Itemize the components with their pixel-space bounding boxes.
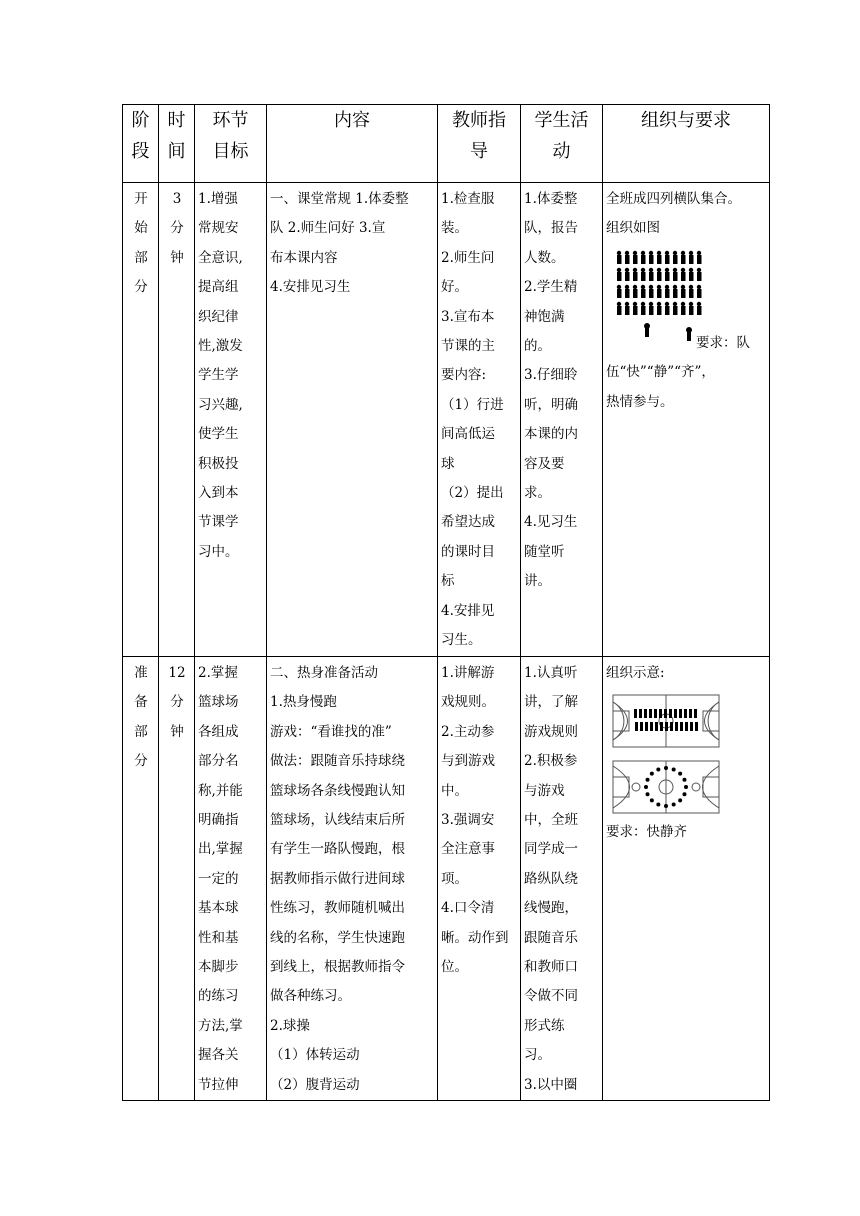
basketball-court-line-formation-icon <box>612 694 720 748</box>
student-text-line: 和教师口 <box>524 959 578 976</box>
four-rank-formation-icon <box>614 248 704 318</box>
stage-text-line: 部 <box>134 249 148 266</box>
student-figure-icon <box>675 722 678 731</box>
student-text-line: 3.仔细聆 <box>524 367 578 384</box>
student-text-line: 神饱满 <box>524 308 565 325</box>
teacher-icon <box>642 323 652 337</box>
content-text-line: 4.安排见习生 <box>270 279 351 296</box>
student-text-line: 讲。 <box>524 573 551 590</box>
stage-cell <box>123 657 159 1101</box>
goal-text-line: 提高组 <box>198 279 239 296</box>
student-figure-icon <box>641 272 646 281</box>
stage-cell <box>123 183 159 657</box>
goal-text-line: 织纪律 <box>198 308 239 325</box>
goal-text-line: 握各关 <box>198 1047 239 1064</box>
header-stage: 阶 段 <box>123 105 159 183</box>
student-figure-icon <box>649 285 653 289</box>
student-figure-icon <box>665 289 670 298</box>
teacher-text-line: 2.主动参 <box>441 723 495 740</box>
student-figure-icon <box>633 302 637 306</box>
teacher-text-line: 项。 <box>441 870 468 887</box>
goal-text-line: 1.增强 <box>198 191 238 207</box>
organization-cell <box>603 657 770 1101</box>
teacher-text-line: 习生。 <box>441 632 482 649</box>
teacher-text-line: （2）提出 <box>441 485 504 502</box>
student-figure-icon <box>657 289 662 298</box>
student-figure-icon <box>665 251 669 255</box>
stage-text-line: 部 <box>134 723 148 740</box>
student-figure-icon <box>665 268 669 272</box>
student-text-line: 1.体委整 <box>524 191 578 207</box>
student-figure-icon <box>673 268 677 272</box>
student-dot-icon <box>650 772 654 776</box>
teacher-text-line: 晰。动作到 <box>441 929 509 946</box>
goal-text-line: 学生学 <box>198 367 239 384</box>
student-figure-icon <box>644 709 647 718</box>
student-figure-icon <box>657 255 662 264</box>
student-figure-icon <box>679 709 682 718</box>
student-text-line: 中，全班 <box>524 812 578 829</box>
student-figure-icon <box>657 268 661 272</box>
student-figure-icon <box>665 306 670 315</box>
teacher-text-line: 3.强调安 <box>441 812 495 829</box>
teacher-text-line: 节课的主 <box>441 338 495 355</box>
student-figure-icon <box>694 709 697 718</box>
teacher-text-line: 标 <box>441 573 455 590</box>
student-text-line: 令做不同 <box>524 988 578 1005</box>
student-cell <box>521 183 603 657</box>
student-dot-icon <box>678 772 682 776</box>
content-text-line: 线的名称，学生快速跑 <box>270 929 405 946</box>
student-figure-icon <box>680 722 683 731</box>
goal-text-line: 一定的 <box>198 870 239 887</box>
student-figure-icon <box>681 251 685 255</box>
formation-diagram <box>614 248 767 329</box>
content-cell <box>267 657 438 1101</box>
student-dot-icon <box>672 768 676 772</box>
student-figure-icon <box>625 268 629 272</box>
student-text-line: 4.见习生 <box>524 514 578 531</box>
time-text-line: 3 <box>172 191 182 207</box>
content-text-line: 据教师指示做行进间球 <box>270 870 405 887</box>
goal-text-line: 习中。 <box>198 543 239 560</box>
student-figure-icon <box>617 302 621 306</box>
content-text-line: 布本课内容 <box>270 249 338 266</box>
student-figure-icon <box>649 289 654 298</box>
goal-text-line: 性,激发 <box>198 338 243 355</box>
student-figure-icon <box>665 272 670 281</box>
time-cell <box>159 657 195 1101</box>
student-text-line: 讲，了解 <box>524 694 578 711</box>
student-figure-icon <box>673 302 677 306</box>
student-figure-icon <box>673 255 678 264</box>
content-text-line: 游戏：“看谁找的准” <box>270 723 392 740</box>
student-figure-icon <box>617 251 621 255</box>
student-text-line: 线慢跑， <box>524 900 578 917</box>
student-figure-icon <box>625 255 630 264</box>
student-dot-icon <box>684 785 688 789</box>
student-figure-icon <box>697 302 701 306</box>
header-goal: 环节 目标 <box>195 105 267 183</box>
student-figure-icon <box>697 289 702 298</box>
teacher-text-line: 4.安排见 <box>441 602 495 619</box>
header-organization: 组织与要求 <box>603 105 770 183</box>
student-figure-icon <box>641 285 645 289</box>
student-figure-icon <box>657 306 662 315</box>
student-figure-icon <box>660 722 663 731</box>
student-figure-icon <box>665 255 670 264</box>
teacher-text-line: 与到游戏 <box>441 753 495 770</box>
goal-text-line: 篮球场 <box>198 694 239 711</box>
student-dot-icon <box>682 793 686 797</box>
student-dot-icon <box>646 778 650 782</box>
student-figure-icon <box>689 709 692 718</box>
student-text-line: 随堂听 <box>524 543 565 560</box>
student-figure-icon <box>681 285 685 289</box>
student-figure-icon <box>674 709 677 718</box>
student-figure-icon <box>649 302 653 306</box>
student-text-line: 容及要 <box>524 455 565 472</box>
student-figure-icon <box>673 306 678 315</box>
student-figure-icon <box>689 285 693 289</box>
student-figure-icon <box>633 306 638 315</box>
student-figure-icon <box>681 272 686 281</box>
teacher-text-line: （1）行进 <box>441 396 504 413</box>
student-figure-icon <box>659 709 662 718</box>
student-figure-icon <box>684 709 687 718</box>
student-figure-icon <box>697 306 702 315</box>
student-figure-icon <box>633 285 637 289</box>
goal-text-line: 部分名 <box>198 753 239 770</box>
student-figure-icon <box>673 285 677 289</box>
student-figure-icon <box>697 272 702 281</box>
student-figure-icon <box>689 255 694 264</box>
student-figure-icon <box>625 285 629 289</box>
teacher-icon <box>684 327 694 341</box>
student-figure-icon <box>633 289 638 298</box>
content-text-line: （1）体转运动 <box>270 1047 360 1064</box>
content-text-line: 做各种练习。 <box>270 988 351 1005</box>
student-text-line: 与游戏 <box>524 782 565 799</box>
teacher-text-line: 希望达成 <box>441 514 495 531</box>
organization-cell <box>603 183 770 657</box>
teacher-cell <box>438 657 521 1101</box>
stage-text-line: 开 <box>134 191 148 207</box>
student-dot-icon <box>678 799 682 803</box>
time-text-line: 钟 <box>170 249 184 266</box>
teacher-cell <box>438 183 521 657</box>
student-figure-icon <box>641 289 646 298</box>
content-text-line: 队 2.师生问好 3.宣 <box>270 220 386 237</box>
goal-text-line: 积极投 <box>198 455 239 472</box>
student-figure-icon <box>633 251 637 255</box>
goal-text-line: 性和基 <box>198 929 239 946</box>
student-figure-icon <box>664 709 667 718</box>
student-dot-icon <box>656 803 660 807</box>
time-text-line: 钟 <box>170 723 184 740</box>
student-text-line: 3.以中圈 <box>524 1076 578 1093</box>
student-figure-icon <box>689 268 693 272</box>
goal-text-line: 各组成 <box>198 723 239 740</box>
goal-text-line: 常规安 <box>198 220 239 237</box>
goal-text-line: 称,并能 <box>198 782 243 799</box>
student-dot-icon <box>664 804 668 808</box>
stage-text-line: 分 <box>134 753 148 770</box>
student-figure-icon <box>689 306 694 315</box>
goal-cell <box>195 657 267 1101</box>
goal-text-line: 的练习 <box>198 988 239 1005</box>
student-figure-icon <box>640 722 643 731</box>
student-figure-icon <box>681 255 686 264</box>
student-text-line: 同学成一 <box>524 841 578 858</box>
time-text-line: 分 <box>170 694 184 711</box>
teacher-text-line: 的课时目 <box>441 543 495 560</box>
student-figure-icon <box>641 268 645 272</box>
student-figure-icon <box>633 268 637 272</box>
student-figure-icon <box>617 285 621 289</box>
stage-text-line: 始 <box>134 220 148 237</box>
teacher-text-line: 2.师生问 <box>441 249 495 266</box>
student-text-line: 路纵队绕 <box>524 870 578 887</box>
goal-text-line: 出,掌握 <box>198 841 243 858</box>
student-text-line: 1.认真听 <box>524 665 578 681</box>
student-figure-icon <box>689 272 694 281</box>
content-text-line: 有学生一路队慢跑，根 <box>270 841 405 858</box>
teacher-text-line: 位。 <box>441 959 468 976</box>
content-text-line: 到线上，根据教师指令 <box>270 959 405 976</box>
student-dot-icon <box>682 778 686 782</box>
student-figure-icon <box>617 306 622 315</box>
student-figure-icon <box>665 285 669 289</box>
student-text-line: 听，明确 <box>524 396 578 413</box>
student-text-line: 2.学生精 <box>524 279 578 296</box>
lesson-plan-table <box>122 104 770 1101</box>
content-text-line: 性练习，教师随机喊出 <box>270 900 405 917</box>
student-figure-icon <box>657 302 661 306</box>
student-figure-icon <box>665 302 669 306</box>
student-figure-icon <box>657 285 661 289</box>
student-figure-icon <box>681 289 686 298</box>
goal-text-line: 全意识, <box>198 249 243 266</box>
student-dot-icon <box>644 785 648 789</box>
teacher-text-line: 4.口令清 <box>441 900 495 917</box>
goal-cell <box>195 183 267 657</box>
student-text-line: 习。 <box>524 1047 551 1064</box>
student-figure-icon <box>681 268 685 272</box>
student-text-line: 队，报告 <box>524 220 578 237</box>
student-figure-icon <box>649 268 653 272</box>
content-text-line: 1.热身慢跑 <box>270 694 337 711</box>
student-figure-icon <box>689 251 693 255</box>
student-figure-icon <box>633 255 638 264</box>
stage-text-line: 备 <box>134 694 148 711</box>
student-text-line: 跟随音乐 <box>524 929 578 946</box>
student-figure-icon <box>695 722 698 731</box>
student-figure-icon <box>657 251 661 255</box>
student-figure-icon <box>635 722 638 731</box>
student-text-line: 人数。 <box>524 249 565 266</box>
org-requirement: 要求：队 <box>696 335 750 352</box>
student-figure-icon <box>617 268 621 272</box>
org-text: 组织如图 <box>606 220 660 237</box>
student-dot-icon <box>672 803 676 807</box>
content-text-line: 2.球操 <box>270 1017 310 1034</box>
student-dot-icon <box>646 793 650 797</box>
student-text-line: 2.积极参 <box>524 753 578 770</box>
teacher-text-line: 1.讲解游 <box>441 665 495 681</box>
student-text-line: 本课的内 <box>524 426 578 443</box>
student-figure-icon <box>617 289 622 298</box>
time-text-line: 12 <box>168 665 186 681</box>
student-figure-icon <box>634 709 637 718</box>
teacher-text-line: 球 <box>441 455 455 472</box>
goal-text-line: 方法,掌 <box>198 1017 243 1034</box>
goal-text-line: 入到本 <box>198 485 239 502</box>
student-figure-icon <box>670 722 673 731</box>
student-figure-icon <box>625 302 629 306</box>
student-text-line: 求。 <box>524 485 551 502</box>
content-text-line: 一、课堂常规 1.体委整 <box>270 191 409 207</box>
student-figure-icon <box>669 709 672 718</box>
student-figure-icon <box>697 268 701 272</box>
student-figure-icon <box>681 302 685 306</box>
student-figure-icon <box>649 255 654 264</box>
student-figure-icon <box>641 251 645 255</box>
student-figure-icon <box>650 722 653 731</box>
time-text-line: 分 <box>170 220 184 237</box>
table-row <box>123 657 770 1101</box>
student-figure-icon <box>617 272 622 281</box>
student-figure-icon <box>690 722 693 731</box>
teacher-text-line: 全注意事 <box>441 841 495 858</box>
stage-text-line: 分 <box>134 279 148 296</box>
student-figure-icon <box>649 306 654 315</box>
student-figure-icon <box>641 255 646 264</box>
content-text-line: 篮球场各条线慢跑认知 <box>270 782 405 799</box>
org-title: 组织示意: <box>606 665 665 681</box>
teacher-text-line: 中。 <box>441 782 468 799</box>
header-time: 时 间 <box>159 105 195 183</box>
table-row <box>123 183 770 657</box>
student-figure-icon <box>655 722 658 731</box>
student-figure-icon <box>673 289 678 298</box>
student-figure-icon <box>665 722 668 731</box>
student-figure-icon <box>617 255 622 264</box>
org-text: 热情参与。 <box>606 393 674 410</box>
student-figure-icon <box>673 272 678 281</box>
student-cell <box>521 657 603 1101</box>
teacher-text-line: 戏规则。 <box>441 694 495 711</box>
student-figure-icon <box>697 251 701 255</box>
teacher-text-line: 3.宣布本 <box>441 308 495 325</box>
student-figure-icon <box>697 285 701 289</box>
student-figure-icon <box>639 709 642 718</box>
content-text-line: 篮球场，认线结束后所 <box>270 812 405 829</box>
goal-text-line: 使学生 <box>198 426 239 443</box>
student-text-line: 形式练 <box>524 1017 565 1034</box>
basketball-court-circle-formation-icon <box>612 760 720 814</box>
student-figure-icon <box>641 306 646 315</box>
student-figure-icon <box>673 251 677 255</box>
header-teacher: 教师指 导 <box>438 105 521 183</box>
student-figure-icon <box>689 302 693 306</box>
org-text: 伍“快”“静”“齐”， <box>606 364 715 381</box>
header-content: 内容 <box>267 105 438 183</box>
student-figure-icon <box>697 255 702 264</box>
student-text-line: 游戏规则 <box>524 723 578 740</box>
student-dot-icon <box>650 799 654 803</box>
student-figure-icon <box>649 272 654 281</box>
student-figure-icon <box>649 709 652 718</box>
time-cell <box>159 183 195 657</box>
teacher-text-line: 1.检查服 <box>441 191 495 207</box>
teacher-text-line: 装。 <box>441 220 468 237</box>
header-student: 学生活 动 <box>521 105 603 183</box>
goal-text-line: 节课学 <box>198 514 239 531</box>
org-text: 全班成四列横队集合。 <box>606 191 741 207</box>
goal-text-line: 本脚步 <box>198 959 239 976</box>
student-figure-icon <box>633 272 638 281</box>
teacher-text-line: 好。 <box>441 279 468 296</box>
student-figure-icon <box>625 251 629 255</box>
student-figure-icon <box>645 722 648 731</box>
goal-text-line: 节拉伸 <box>198 1076 239 1093</box>
content-cell <box>267 183 438 657</box>
student-figure-icon <box>689 289 694 298</box>
student-figure-icon <box>641 302 645 306</box>
goal-text-line: 2.掌握 <box>198 665 238 681</box>
teacher-text-line: 要内容: <box>441 367 487 384</box>
content-text-line: （2）腹背运动 <box>270 1076 360 1093</box>
student-dot-icon <box>664 766 668 770</box>
goal-text-line: 基本球 <box>198 900 239 917</box>
header-row <box>123 105 770 183</box>
student-figure-icon <box>657 272 662 281</box>
student-figure-icon <box>681 306 686 315</box>
student-figure-icon <box>649 251 653 255</box>
goal-text-line: 习兴趣, <box>198 396 243 413</box>
org-requirement: 要求：快静齐 <box>606 824 687 841</box>
goal-text-line: 明确指 <box>198 812 239 829</box>
teacher-text-line: 间高低运 <box>441 426 495 443</box>
student-text-line: 的。 <box>524 338 551 355</box>
student-figure-icon <box>625 272 630 281</box>
student-figure-icon <box>685 722 688 731</box>
stage-text-line: 准 <box>134 665 148 681</box>
student-figure-icon <box>625 289 630 298</box>
student-dot-icon <box>656 768 660 772</box>
content-text-line: 二、热身准备活动 <box>270 665 378 681</box>
content-text-line: 做法：跟随音乐持球绕 <box>270 753 405 770</box>
student-figure-icon <box>654 709 657 718</box>
student-figure-icon <box>625 306 630 315</box>
